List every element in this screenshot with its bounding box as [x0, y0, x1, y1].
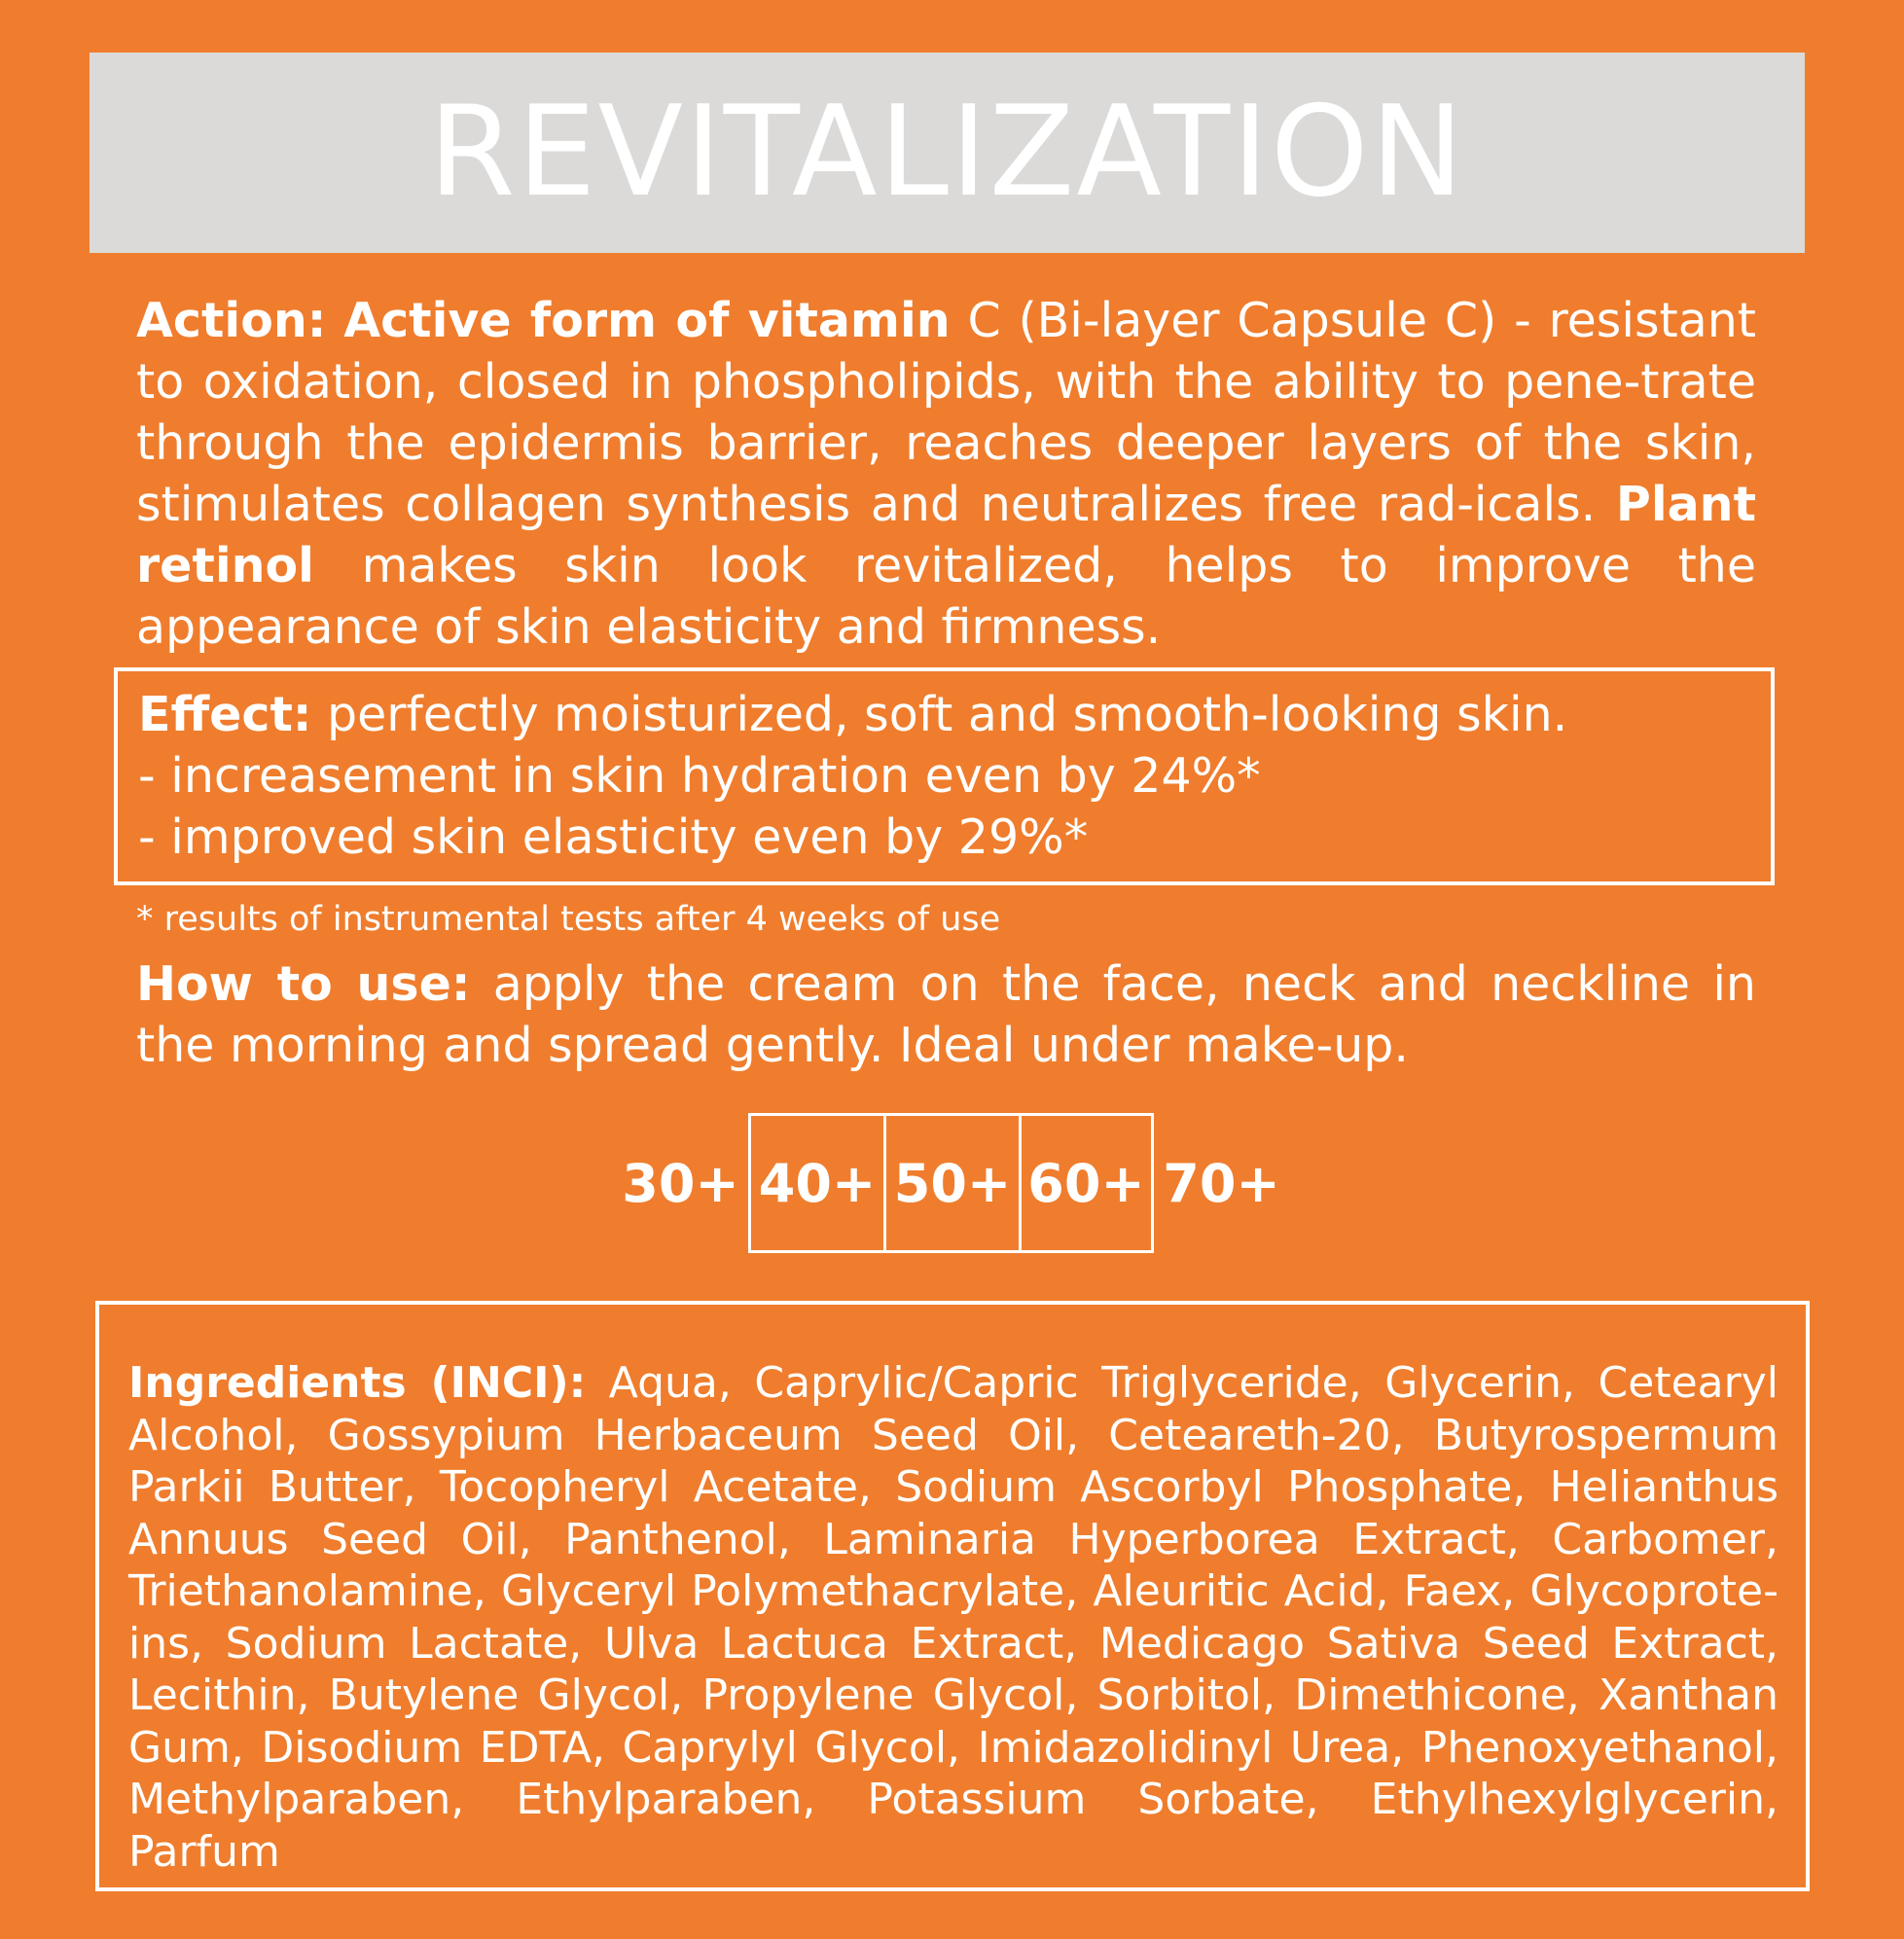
action-highlight-2: Plant retinol [136, 477, 1756, 593]
age-group-50: 50+ [883, 1113, 1019, 1253]
age-group-70: 70+ [1163, 1152, 1280, 1214]
ingredients-text: Aqua, Caprylic/Capric Triglyceride, Glycerin, Cetearyl Alcohol, Gossypium Herbaceum Seed Oil, Ceteareth-20, Butyrospermum Parkii Butter, Tocopheryl Acetate, Sodium Ascorbyl Phosphate, Helianthus Annuus Seed Oil, Panthenol, Laminaria Hyperborea Extract, Carbomer, Triethanolamine, Glyceryl Polymethacrylate, Aleuritic Acid, Faex, Glycoprote-ins, Sodium Lactate, Ulva Lactuca Extract, Medicago Sativa Seed Extract, Lecithin, Butylene Glycol, Propylene Glycol, Sorbitol, Dimethicone, Xanthan Gum, Disodium EDTA, Caprylyl Glycol, Imidazolidinyl Urea, Phenoxyethanol, Methylparaben, Ethylparaben, Potassium Sorbate, Ethylhexylglycerin, Parfum [128, 1358, 1778, 1877]
age-group-60: 60+ [1019, 1113, 1154, 1253]
action-label: Action: [136, 293, 327, 348]
age-group-40: 40+ [748, 1113, 883, 1253]
age-group-30: 30+ [622, 1152, 739, 1214]
effect-bullet-hydration: - increasement in skin hydration even by 24%* [138, 748, 1261, 804]
ingredients-paragraph [128, 1357, 1778, 1878]
action-text-1: C (Bi-layer Capsule C) - resistant to oxidation, closed in phospholipids, with the ability to pene-trate through the epidermis barrier, reaches deeper layers of the skin, stimulates collagen synthesis and neutralizes free rad-icals. [136, 293, 1756, 532]
effect-text: perfectly moisturized, soft and smooth-looking skin. [311, 687, 1568, 742]
how-to-use-text: apply the cream on the face, neck and neckline in the morning and spread gently. Ideal under make-up. [136, 956, 1756, 1073]
effect-label: Effect: [138, 687, 312, 742]
how-to-use-paragraph [136, 953, 1756, 1076]
action-paragraph [136, 290, 1756, 658]
page-title: REVITALIZATION [428, 80, 1466, 225]
age-groups [613, 1113, 1289, 1253]
footnote: * results of instrumental tests after 4 weeks of use [136, 900, 1001, 939]
ingredients-label: Ingredients (INCI): [128, 1358, 587, 1408]
effect-box [114, 667, 1775, 885]
effect-line [138, 684, 1751, 745]
ingredients-box [95, 1301, 1810, 1891]
title-bar [90, 53, 1805, 253]
how-to-use-label: How to use: [136, 956, 471, 1012]
action-text-2: makes skin look revitalized, helps to improve the appearance of skin elasticity and firmness. [136, 538, 1756, 655]
effect-bullet-elasticity: - improved skin elasticity even by 29%* [138, 809, 1089, 865]
action-highlight: Active form of vitamin [343, 293, 951, 348]
